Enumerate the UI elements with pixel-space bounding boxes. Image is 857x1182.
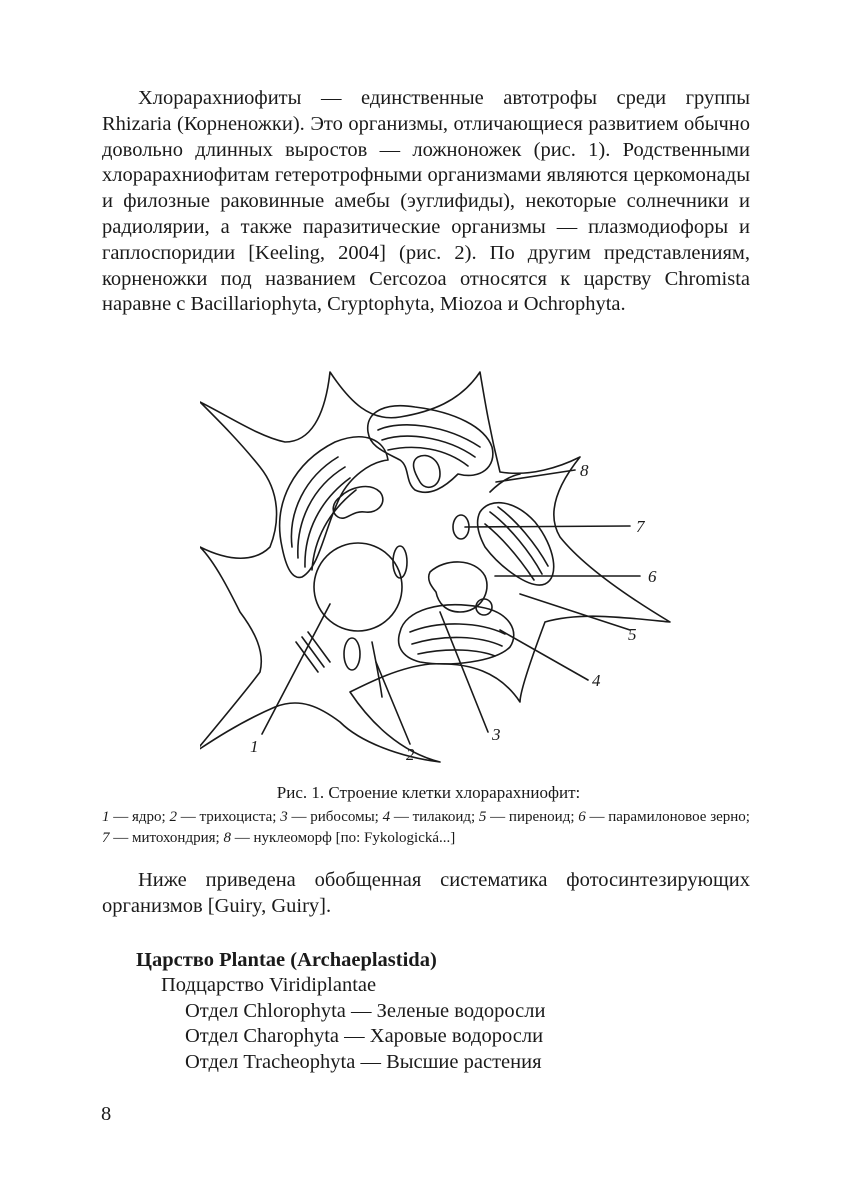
chloroplast-bottom xyxy=(399,605,514,664)
figure-label-1: 1 xyxy=(250,737,259,756)
intro-paragraph: Хлорарахниофиты — единственные автотрофы среди группы Rhizaria (Корненожки). Это организмы, отличающиеся развитием обычно довольно длинных выростов — ложноножек (рис. 1). Родственными хлорарахниофитам гетеротрофными организмами являются церкомонады и филозные раковинные амебы (эуглифиды), некоторые солнечники и радиолярии, а также паразитические организмы — плазмодиофоры и гаплоспоридии [Keeling, 2004] (рис. 2). По другим представлениям, корненожки под названием Cercozoa относятся к царству Chromista наравне с Bacillariophyta, Cryptophyta, Miozoa и Ochrophyta. xyxy=(102,87,750,316)
nucleomorph xyxy=(490,474,520,492)
trichocyst xyxy=(372,642,382,697)
taxon-subkingdom: Подцарство Viridiplantae xyxy=(161,974,377,996)
figure-label-8: 8 xyxy=(580,461,589,480)
figure-label-2: 2 xyxy=(406,745,415,764)
legend-text: — трихоциста; xyxy=(176,809,281,825)
figure-caption-title: Рис. 1. Строение клетки хлорарахниофит: xyxy=(276,783,581,802)
figure-label-6: 6 xyxy=(648,567,657,586)
legend-text: — рибосомы; xyxy=(287,809,383,825)
taxon-division: Отдел Chlorophyta — Зеленые водоросли xyxy=(185,1000,546,1022)
taxon-kingdom: Царство Plantae (Archaeplastida) xyxy=(136,949,437,971)
legend-num: 3 xyxy=(280,809,288,825)
legend-num: 5 xyxy=(478,809,487,825)
taxon-division: Отдел Charophyta — Харовые водоросли xyxy=(185,1025,544,1047)
systematics-intro-paragraph: Ниже приведена обобщенная систематика фотосинтезирующих организмов [Guiry, Guiry]. xyxy=(102,869,750,917)
legend-text: — пиреноид; xyxy=(486,809,579,825)
legend-num: 7 xyxy=(102,830,110,846)
figure-label-7: 7 xyxy=(636,517,645,536)
figure-caption-legend xyxy=(102,807,750,849)
legend-num: 1 xyxy=(102,809,110,825)
legend-text: — парамилоновое зерно; xyxy=(585,809,750,825)
legend-text: — нуклеоморф [по: Fykologická...] xyxy=(230,830,456,846)
figure-label-5: 5 xyxy=(628,625,637,644)
legend-text: — ядро; xyxy=(109,809,170,825)
taxon-division: Отдел Tracheophyta — Высшие растения xyxy=(185,1051,542,1073)
legend-num: 2 xyxy=(169,809,177,825)
pyrenoid-left xyxy=(333,487,383,519)
nucleus xyxy=(314,543,402,631)
figure-label-3: 3 xyxy=(492,725,501,744)
legend-text: — тилакоид; xyxy=(390,809,479,825)
cell-structure-figure xyxy=(200,362,680,782)
figure-label-4: 4 xyxy=(592,671,601,690)
cell-membrane xyxy=(200,372,670,762)
chloroplast-right xyxy=(478,503,554,585)
legend-num: 4 xyxy=(382,809,391,825)
legend-text: — митохондрия; xyxy=(109,830,224,846)
page-number: 8 xyxy=(101,1103,112,1125)
mitochondrion-3 xyxy=(344,638,360,670)
legend-num: 8 xyxy=(223,830,231,846)
pyrenoid-top xyxy=(414,456,440,488)
legend-num: 6 xyxy=(578,809,586,825)
